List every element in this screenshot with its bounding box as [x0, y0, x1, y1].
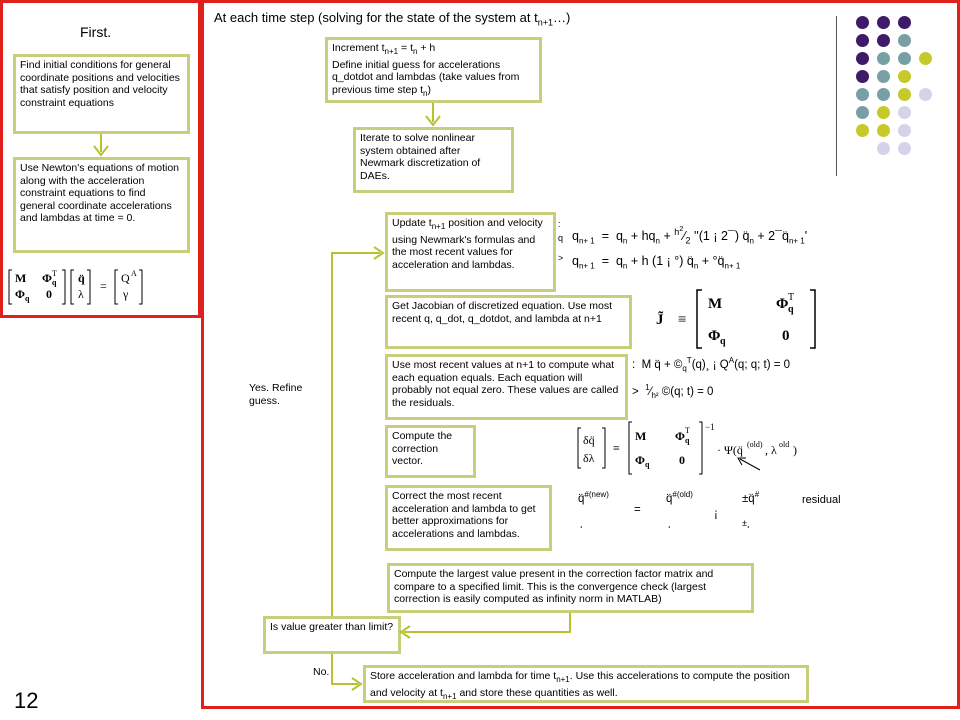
svg-text:0: 0: [782, 328, 790, 344]
svg-text:−1: −1: [705, 422, 715, 432]
increment-text-b: = t: [398, 42, 413, 54]
svg-text:q: q: [25, 294, 30, 303]
svg-text:q: q: [720, 336, 726, 347]
increment-text-c: + h: [417, 42, 436, 54]
decorative-dot: [856, 52, 869, 65]
store-text-a: Store acceleration and lambda for time t: [370, 670, 557, 682]
svg-text:q̈: q̈: [78, 271, 85, 285]
decorative-dot: [856, 88, 869, 101]
decorative-dot: [877, 106, 890, 119]
svg-text:≡: ≡: [678, 312, 687, 328]
initial-matrix-equation: [8, 266, 194, 308]
increment-text-a: Increment t: [332, 42, 385, 54]
update-position-box: [385, 212, 556, 292]
svg-text:· Ψ(q̈: · Ψ(q̈: [717, 443, 743, 457]
decorative-dot: [877, 88, 890, 101]
svg-text:q: q: [788, 304, 794, 315]
svg-text:Q: Q: [121, 271, 130, 285]
svg-text:(old): (old): [747, 440, 763, 449]
increment-sub-a: n+1: [384, 47, 399, 57]
correct-acceleration-box: Correct the most recent acceleration and lambda to get better approximations for accelerations and lambdas.: [385, 485, 552, 551]
svg-text:Φ: Φ: [776, 296, 789, 312]
decorative-dot: [898, 124, 911, 137]
svg-text:T: T: [788, 292, 795, 303]
svg-text:M: M: [15, 271, 27, 285]
decorative-dot: [898, 106, 911, 119]
decorative-dot: [919, 52, 932, 65]
page-number: 12: [14, 688, 39, 713]
svg-text:M: M: [708, 296, 723, 312]
decorative-dot: [877, 70, 890, 83]
svg-text:q: q: [645, 460, 650, 469]
initial-guess-tail: ): [427, 83, 431, 96]
no-label: No.: [313, 666, 330, 678]
decorative-dot: [919, 88, 932, 101]
jacobian-box: Get Jacobian of discretized equation. Use most recent q, q_dot, q_dotdot, and lambda at n+1: [385, 295, 632, 349]
decorative-dot: [898, 142, 911, 155]
decorative-dot: [856, 70, 869, 83]
svg-text:Φ: Φ: [708, 328, 721, 344]
initial-conditions-box: Find initial conditions for general coordinate positions and velocities that satisfy position and velocity constraint equations: [13, 54, 190, 134]
decorative-dot: [856, 34, 869, 47]
increment-time-box: [325, 37, 542, 103]
svg-text:0: 0: [46, 287, 52, 301]
update-sub: n+1: [431, 222, 446, 232]
decorative-dot: [856, 124, 869, 137]
svg-text:old: old: [779, 440, 790, 449]
correction-update-equation: q̈$^{\#(new)}$ ¸ = q̈$^{\#(old)}$ ¸ ¡ ±q̈# ±¸: [578, 490, 760, 528]
svg-text:Φ: Φ: [635, 453, 645, 467]
correction-vector-box: Compute the correction vector.: [385, 425, 476, 478]
decorative-dot: [856, 16, 869, 29]
store-sub-a: n+1: [556, 675, 570, 685]
title-subscript: n+1: [537, 17, 553, 28]
jacobian-equation: [650, 284, 850, 354]
decorative-dot: [898, 16, 911, 29]
svg-text:Φ: Φ: [675, 429, 685, 443]
iterate-box: Iterate to solve nonlinear system obtained after Newmark discretization of DAEs.: [353, 127, 514, 193]
svg-text:Φ: Φ: [15, 287, 25, 301]
decorative-dot: [877, 124, 890, 137]
svg-text:λ: λ: [78, 287, 84, 301]
store-text-c: and store these quantities as well.: [456, 686, 618, 699]
initial-guess-text: Define initial guess for accelerations q_dotdot and lambdas (take values from previous time step t: [332, 58, 520, 96]
residuals-box: Use most recent values at n+1 to compute what each equation equals. Each equation will probably not equal zero. These values are called the residuals.: [385, 354, 628, 420]
decision-box: Is value greater than limit?: [263, 616, 401, 654]
svg-text:T: T: [685, 426, 690, 435]
decorative-vertical-line: [836, 16, 837, 176]
yes-refine-label: Yes. Refine guess.: [249, 382, 303, 407]
decorative-dot: [898, 34, 911, 47]
main-panel-title: [214, 10, 570, 31]
decorative-dot: [898, 88, 911, 101]
svg-text:δλ: δλ: [583, 451, 595, 465]
jacobian-svg: [650, 284, 850, 354]
svg-text:≡: ≡: [613, 441, 620, 455]
store-sub-b: n+1: [442, 691, 457, 701]
svg-text:M: M: [635, 429, 647, 443]
correction-vector-equation: [575, 418, 800, 480]
decorative-dot: [856, 106, 869, 119]
initial-guess-sub: n: [423, 88, 428, 98]
svg-text:q: q: [52, 278, 57, 287]
residual-equations: : M q̈ + $©_q^T(q)¸$ ¡ $Q^A(q$; q; t) = 0 > $^1⁄_{h^2}$ ©(q; t) = 0: [632, 356, 791, 401]
svg-text:Φ: Φ: [42, 271, 52, 285]
decorative-dot: [877, 142, 890, 155]
title-text: At each time step (solving for the state of the system at t: [214, 10, 538, 25]
svg-text:q: q: [685, 436, 690, 445]
decorative-dot: [898, 52, 911, 65]
svg-text:δq̈: δq̈: [583, 433, 595, 447]
svg-text:γ: γ: [123, 287, 129, 301]
decorative-dot: [877, 34, 890, 47]
store-results-box: [363, 665, 809, 703]
svg-text:T: T: [52, 269, 57, 278]
decorative-dot: [898, 70, 911, 83]
update-text-b: position and velocity using Newmark's formulas and the most recent values for acceleration and lambdas.: [392, 217, 543, 271]
svg-text:A: A: [131, 269, 137, 278]
left-panel-title: First.: [80, 24, 112, 40]
decorative-dot: [877, 52, 890, 65]
correction-svg: [575, 418, 800, 480]
title-tail: …): [553, 10, 571, 25]
svg-text:): ): [793, 443, 797, 457]
svg-text:, λ: , λ: [765, 443, 777, 457]
residual-label: residual: [802, 494, 841, 506]
initial-matrix-svg: [8, 266, 194, 308]
newton-equations-box: Use Newton's equations of motion along with the acceleration constraint equations to find general coordinate accelerations and lambdas at time = 0.: [13, 157, 190, 253]
increment-sub-b: n: [413, 47, 418, 57]
svg-text:J̃: J̃: [656, 312, 664, 328]
decorative-dot: [877, 16, 890, 29]
svg-text:=: =: [100, 279, 107, 293]
store-text-b: . Use this accelerations to compute the position and velocity at t: [370, 670, 790, 699]
svg-text:0: 0: [679, 453, 685, 467]
convergence-check-box: Compute the largest value present in the correction factor matrix and compare to a specified limit. This is the convergence check (largest correction is easily computed as infinity norm in MATLAB): [387, 563, 754, 613]
newmark-equations: : q $q_{n+ 1} = q_n + hq_n$ + $^{h^2}⁄_2$ ''(1 ¡ 2¯) $q̈_n$ + $2¯q̈_{n+ 1}'$ > $q_{n+ 1} = q_n + h$ (1 ¡ °) $q̈_n$ + $^\circ q̈_{n+ 1}$: [558, 219, 808, 271]
update-text-a: Update t: [392, 217, 432, 229]
